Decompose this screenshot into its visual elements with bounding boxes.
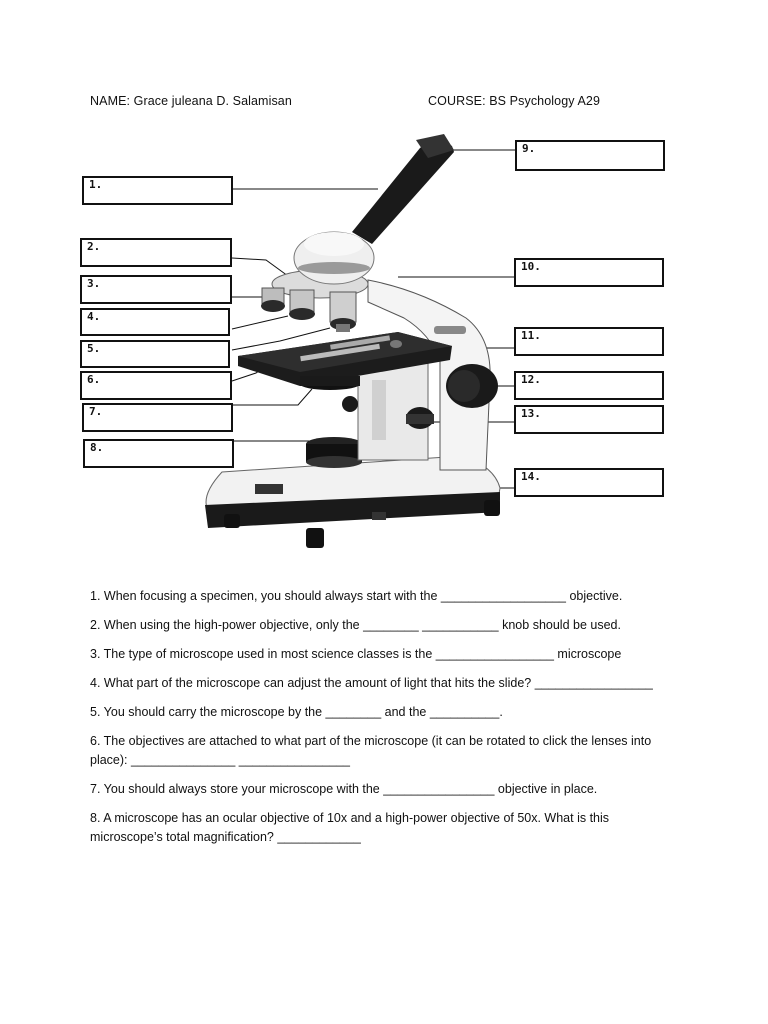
question-list (90, 587, 670, 857)
label-box-10[interactable] (514, 258, 664, 287)
objective-lens-high (330, 292, 356, 332)
question-2: 2. When using the high-power objective, only the ________ ___________ knob should be used. (90, 618, 621, 632)
label-number: 7. (89, 405, 103, 418)
label-box-1[interactable] (82, 176, 233, 205)
label-box-12[interactable] (514, 371, 664, 400)
label-box-11[interactable] (514, 327, 664, 356)
label-number: 2. (87, 240, 101, 253)
label-number: 11. (521, 329, 541, 342)
label-number: 14. (521, 470, 541, 483)
label-box-6[interactable] (80, 371, 232, 400)
leader-line-4 (232, 316, 288, 329)
label-box-9[interactable] (515, 140, 665, 171)
label-number: 13. (521, 407, 541, 420)
objective-lens-low (261, 288, 285, 312)
leader-line-2 (232, 258, 288, 276)
label-box-4[interactable] (80, 308, 230, 336)
course-value: BS Psychology A29 (489, 94, 601, 108)
question-4: 4. What part of the microscope can adjust the amount of light that hits the slide? _________________ (90, 676, 653, 690)
label-box-8[interactable] (83, 439, 234, 468)
objective-lens-medium (289, 290, 315, 320)
leader-line-7 (232, 389, 312, 405)
student-name: Grace juleana D. Salamisan (133, 94, 292, 108)
label-number: 6. (87, 373, 101, 386)
course-label: COURSE: (428, 94, 486, 108)
question-8: 8. A microscope has an ocular objective of 10x and a high-power objective of 50x. What is this microscope’s total magnification? ____________ (90, 811, 610, 844)
question-3: 3. The type of microscope used in most science classes is the _________________ microscope (90, 647, 622, 661)
question-6: 6. The objectives are attached to what part of the microscope (it can be rotated to click the lenses into place): _______________ ________________ (90, 734, 652, 767)
label-number: 1. (89, 178, 103, 191)
question-5: 5. You should carry the microscope by the ________ and the __________. (90, 705, 503, 719)
label-number: 4. (87, 310, 101, 323)
label-box-7[interactable] (82, 403, 233, 432)
label-box-5[interactable] (80, 340, 230, 368)
label-number: 12. (521, 373, 541, 386)
illuminator (306, 437, 362, 468)
label-number: 10. (521, 260, 541, 273)
name-label: NAME: (90, 94, 131, 108)
label-number: 3. (87, 277, 101, 290)
label-box-2[interactable] (80, 238, 232, 267)
label-box-3[interactable] (80, 275, 232, 304)
label-box-14[interactable] (514, 468, 664, 497)
question-1: 1. When focusing a specimen, you should always start with the __________________ objective. (90, 589, 623, 603)
label-number: 9. (522, 142, 536, 155)
label-box-13[interactable] (514, 405, 664, 434)
microscope-head (294, 232, 374, 284)
label-number: 8. (90, 441, 104, 454)
question-7: 7. You should always store your microscope with the ________________ objective in place. (90, 782, 598, 796)
label-number: 5. (87, 342, 101, 355)
